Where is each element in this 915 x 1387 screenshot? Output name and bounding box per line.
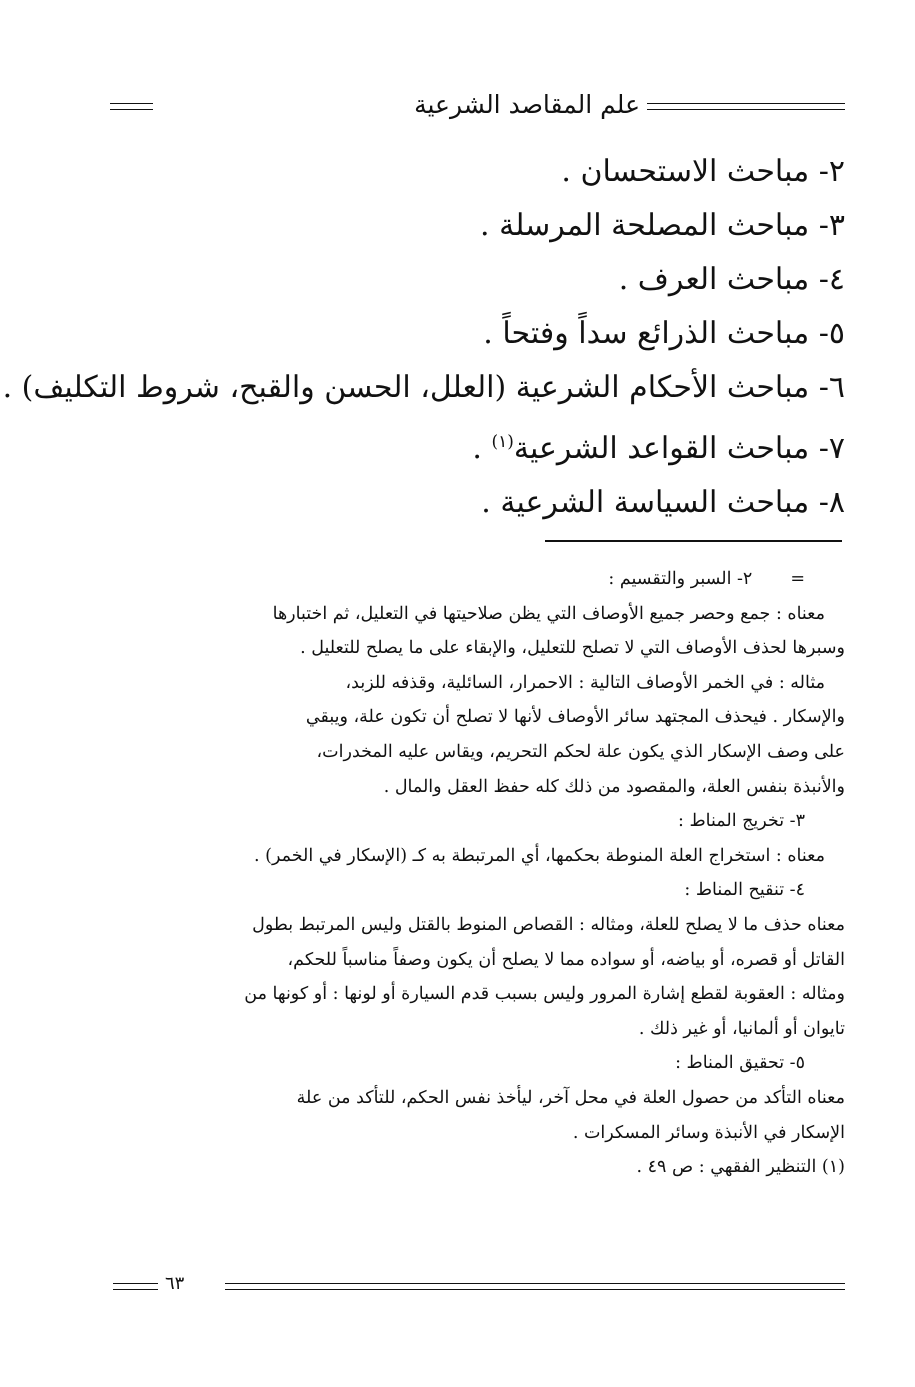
main-list-item: ٥- مباحث الذرائع سداً وفتحاً .: [483, 316, 845, 351]
main-list-item-tail: .: [472, 431, 492, 466]
footer-double-rule-left: [113, 1283, 158, 1290]
page-footer: [105, 1273, 845, 1297]
main-list: [2, 145, 845, 530]
running-header: [105, 88, 845, 128]
main-list-item: ٤- مباحث العرف .: [618, 262, 845, 297]
header-double-rule-right: [647, 103, 845, 110]
continuation-mark: =: [790, 569, 805, 589]
footnote-separator: [545, 540, 842, 542]
subheading-tahqiq: ٥- تحقيق المناط :: [675, 1053, 805, 1074]
footnote-text-line: القاتل أو قصره، أو بياضه، أو سواده مما لا يصلح أن يكون وصفاً مناسباً للحكم،: [287, 949, 845, 970]
footnote-text-line: معناه : جمع وحصر جميع الأوصاف التي يظن صلاحيتها في التعليل، ثم اختبارها: [272, 603, 825, 624]
footnote-text-line: والأنبذة بنفس العلة، والمقصود من ذلك كله حفظ العقل والمال .: [383, 776, 845, 797]
footnote-text-line: معناه التأكد من حصول العلة في محل آخر، ليأخذ نفس الحكم، للتأكد من علة: [296, 1087, 845, 1108]
footnote-text-line: ومثاله : العقوبة لقطع إشارة المرور وليس بسبب قدم السيارة أو لونها : أو كونها من: [244, 984, 845, 1005]
subheading-tanqih: ٤- تنقيح المناط :: [684, 880, 805, 901]
footnote-reference[interactable]: (١): [491, 432, 514, 452]
main-list-item-text: ٧- مباحث القواعد الشرعية: [513, 431, 845, 466]
footnote-text-line: الإسكار في الأنبذة وسائر المسكرات .: [572, 1122, 845, 1143]
footnote-text-line: وسبرها لحذف الأوصاف التي لا تصلح للتعليل، والإبقاء على ما يصلح للتعليل .: [300, 638, 845, 659]
main-list-item: ٦- مباحث الأحكام الشرعية (العلل، الحسن والقبح، شروط التكليف) .: [2, 370, 845, 405]
footnote-text-line: على وصف الإسكار الذي يكون علة لحكم التحريم، ويقاس عليه المخدرات،: [316, 741, 845, 762]
page-number: ٦٣: [165, 1273, 185, 1294]
subheading-sabr: [100, 562, 845, 597]
footnote-text-line: معناه حذف ما لا يصلح للعلة، ومثاله : القصاص المنوط بالقتل وليس المرتبط بطول: [252, 914, 845, 935]
main-list-item: ٣- مباحث المصلحة المرسلة .: [480, 208, 845, 243]
subheading-takhrij: ٣- تخريج المناط :: [677, 811, 805, 832]
footnote-text-line: والإسكار . فيحذف المجتهد سائر الأوصاف لأنها لا تصلح أن تكون علة، ويبقي: [305, 707, 845, 728]
footnote-text-line: تايوان أو ألمانيا، أو غير ذلك .: [638, 1018, 845, 1039]
main-list-item: ٨- مباحث السياسة الشرعية .: [481, 485, 845, 520]
footnote-text-line: مثاله : في الخمر الأوصاف التالية : الاحمرار، السائلية، وقذفه للزبد،: [345, 672, 825, 693]
footnote-continuation: [100, 562, 845, 1185]
subheading-text: ٢- السبر والتقسيم :: [608, 569, 753, 589]
footnote-1: (١) التنظير الفقهي : ص ٤٩ .: [636, 1157, 845, 1178]
main-list-item-with-footnote: [85, 415, 845, 476]
header-double-rule-left: [110, 103, 153, 110]
footer-double-rule-right: [225, 1283, 845, 1290]
footnote-text-line: معناه : استخراج العلة المنوطة بحكمها، أي المرتبطة به كـ (الإسكار في الخمر) .: [254, 845, 825, 866]
main-list-item: ٢- مباحث الاستحسان .: [561, 154, 845, 189]
header-title: علم المقاصد الشرعية: [414, 90, 640, 119]
